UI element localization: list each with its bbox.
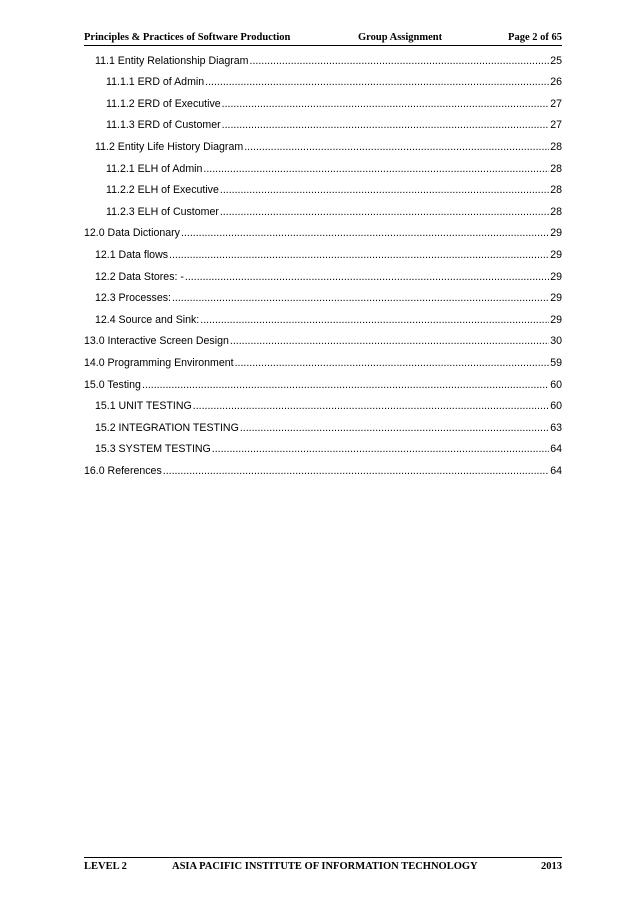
toc-entry[interactable] <box>84 376 562 394</box>
toc-entry[interactable] <box>84 224 562 242</box>
toc-entry[interactable] <box>106 95 562 113</box>
toc-dot-leader <box>200 311 549 329</box>
toc-entry[interactable] <box>95 311 562 329</box>
page-header <box>84 30 562 45</box>
toc-entry[interactable] <box>84 332 562 350</box>
toc-dot-leader <box>220 203 549 221</box>
toc-entry[interactable] <box>84 354 562 372</box>
toc-dot-leader <box>222 116 550 134</box>
toc-entry-title: 11.2.1 ELH of Admin <box>106 163 203 175</box>
toc-entry-page: 28 <box>550 206 562 218</box>
toc-entry[interactable] <box>106 160 562 178</box>
toc-entry-page: 63 <box>550 422 562 434</box>
toc-entry[interactable] <box>106 181 562 199</box>
toc-entry[interactable] <box>95 138 562 156</box>
header-page-number: Page 2 of 65 <box>508 32 562 43</box>
footer-institution: ASIA PACIFIC INSTITUTE OF INFORMATION TECHNOLOGY <box>172 861 478 872</box>
toc-entry-page: 59 <box>550 357 562 369</box>
toc-entry-title: 11.2.3 ELH of Customer <box>106 206 219 218</box>
toc-entry-page: 28 <box>550 163 562 175</box>
toc-entry-page: 25 <box>550 55 562 67</box>
toc-dot-leader <box>244 138 549 156</box>
toc-dot-leader <box>193 397 549 415</box>
toc-entry-page: 60 <box>550 379 562 391</box>
toc-entry[interactable] <box>95 268 562 286</box>
toc-dot-leader <box>212 440 549 458</box>
toc-entry-page: 29 <box>550 271 562 283</box>
toc-entry-page: 27 <box>550 119 562 131</box>
toc-entry-title: 11.1 Entity Relationship Diagram <box>95 55 249 67</box>
toc-entry-title: 12.3 Processes: <box>95 292 171 304</box>
toc-entry-title: 15.0 Testing <box>84 379 141 391</box>
toc-entry[interactable] <box>95 52 562 70</box>
toc-entry-page: 64 <box>550 443 562 455</box>
toc-entry-page: 26 <box>550 76 562 88</box>
toc-entry-title: 13.0 Interactive Screen Design <box>84 335 229 347</box>
toc-entry-page: 29 <box>550 249 562 261</box>
toc-entry-title: 11.1.2 ERD of Executive <box>106 98 221 110</box>
toc-entry[interactable] <box>106 116 562 134</box>
toc-entry-title: 15.2 INTEGRATION TESTING <box>95 422 239 434</box>
toc-entry[interactable] <box>106 73 562 91</box>
header-assignment-type: Group Assignment <box>358 32 443 43</box>
toc-entry[interactable] <box>106 203 562 221</box>
toc-dot-leader <box>205 73 549 91</box>
toc-dot-leader <box>220 181 549 199</box>
header-course-title: Principles & Practices of Software Production <box>84 32 291 43</box>
toc-entry-title: 12.2 Data Stores: - <box>95 271 184 283</box>
toc-entry-page: 30 <box>550 335 562 347</box>
toc-entry-page: 27 <box>550 98 562 110</box>
toc-dot-leader <box>230 332 549 350</box>
toc-dot-leader <box>250 52 550 70</box>
page-footer <box>84 859 562 874</box>
toc-dot-leader <box>181 224 549 242</box>
toc-entry-page: 64 <box>550 465 562 477</box>
header-rule <box>84 45 562 46</box>
footer-rule <box>84 857 562 858</box>
toc-entry[interactable] <box>95 246 562 264</box>
toc-entry-title: 12.4 Source and Sink: <box>95 314 200 326</box>
footer-level: LEVEL 2 <box>84 861 127 872</box>
toc-entry[interactable] <box>95 419 562 437</box>
toc-dot-leader <box>203 160 549 178</box>
toc-entry-title: 11.1.1 ERD of Admin <box>106 76 205 88</box>
toc-entry[interactable] <box>95 440 562 458</box>
toc-entry-title: 12.1 Data flows <box>95 249 169 261</box>
toc-entry-page: 28 <box>550 141 562 153</box>
toc-entry-page: 29 <box>550 292 562 304</box>
toc-dot-leader <box>169 246 549 264</box>
toc-entry-title: 14.0 Programming Environment <box>84 357 234 369</box>
toc-entry[interactable] <box>95 289 562 307</box>
toc-dot-leader <box>240 419 549 437</box>
toc-dot-leader <box>222 95 550 113</box>
toc-dot-leader <box>185 268 549 286</box>
toc-entry-title: 16.0 References <box>84 465 162 477</box>
toc-entry-title: 11.2.2 ELH of Executive <box>106 184 219 196</box>
toc-dot-leader <box>163 462 549 480</box>
toc-dot-leader <box>142 376 549 394</box>
toc-entry-title: 11.2 Entity Life History Diagram <box>95 141 244 153</box>
toc-entry[interactable] <box>95 397 562 415</box>
toc-dot-leader <box>235 354 550 372</box>
toc-entry-title: 15.1 UNIT TESTING <box>95 400 192 412</box>
toc-dot-leader <box>172 289 549 307</box>
toc-entry[interactable] <box>84 462 562 480</box>
toc-entry-page: 29 <box>550 227 562 239</box>
toc-entry-title: 11.1.3 ERD of Customer <box>106 119 221 131</box>
toc-entry-page: 28 <box>550 184 562 196</box>
toc-entry-page: 60 <box>550 400 562 412</box>
toc-entry-title: 15.3 SYSTEM TESTING <box>95 443 211 455</box>
toc-entry-page: 29 <box>550 314 562 326</box>
footer-year: 2013 <box>541 861 562 872</box>
toc-entry-title: 12.0 Data Dictionary <box>84 227 180 239</box>
